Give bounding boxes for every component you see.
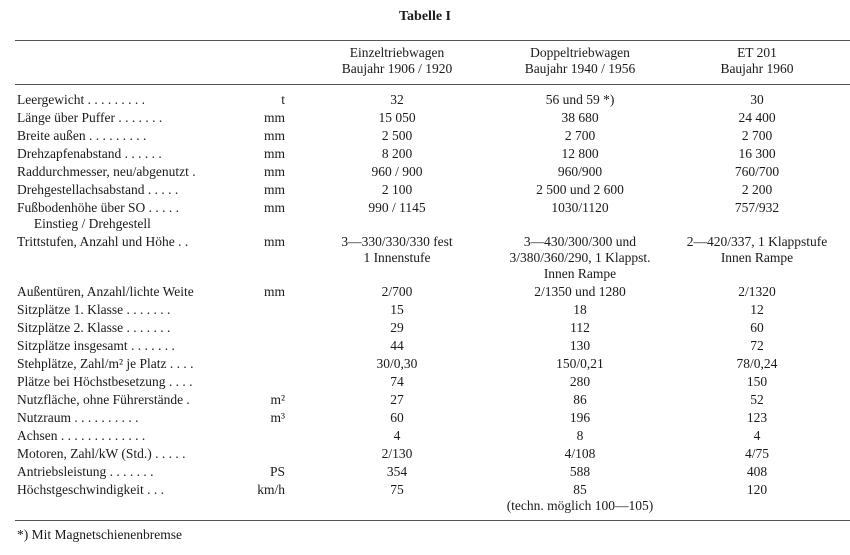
row-label-line: Stehplätze, Zahl/m² je Platz . . . .: [17, 356, 194, 371]
table-cell: [480, 92, 680, 108]
table-row: [0, 145, 850, 163]
cell-line: 72: [750, 338, 764, 353]
row-label-line: Drehgestellachsabstand . . . . .: [17, 182, 179, 197]
table-cell: [297, 428, 497, 444]
table-cell: [480, 392, 680, 408]
footnote: *) Mit Magnetschienenbremse: [17, 527, 182, 542]
table-title: Tabelle I: [399, 9, 451, 24]
row-label-line: Einstieg / Drehgestell: [17, 216, 151, 231]
row-unit: mm: [263, 110, 285, 125]
table-cell: [480, 482, 680, 514]
table-cell: [657, 482, 850, 498]
table-cell: [480, 302, 680, 318]
header-rule: [15, 84, 850, 85]
cell-line: 2 700: [564, 128, 596, 143]
row-unit: t: [281, 92, 285, 107]
table-cell: [297, 410, 497, 426]
cell-line: 12 800: [561, 146, 599, 161]
table-cell: [297, 110, 497, 126]
cell-line: (techn. möglich 100—105): [506, 498, 654, 513]
table-cell: [297, 284, 497, 300]
table-row: [0, 301, 850, 319]
cell-line: 2 700: [741, 128, 773, 143]
cell-line: 12: [750, 302, 764, 317]
cell-line: 16 300: [738, 146, 776, 161]
table-cell: [657, 164, 850, 180]
cell-line: 56 und 59 *): [545, 92, 615, 107]
cell-line: 8: [576, 428, 584, 443]
cell-line: 29: [390, 320, 404, 335]
table-cell: [480, 410, 680, 426]
table-body: [0, 91, 850, 515]
table-cell: [297, 374, 497, 390]
row-unit: mm: [263, 146, 285, 161]
row-unit: km/h: [257, 482, 285, 497]
table-cell: [480, 146, 680, 162]
cell-line: 27: [390, 392, 404, 407]
table-cell: [297, 392, 497, 408]
table-row: [0, 445, 850, 463]
cell-line: 15 050: [378, 110, 416, 125]
column-header-line: ET 201: [737, 45, 777, 60]
row-label-line: Länge über Puffer . . . . . . .: [17, 110, 163, 125]
table-cell: [480, 428, 680, 444]
table-cell: [657, 92, 850, 108]
cell-line: 52: [750, 392, 764, 407]
table-row: [0, 355, 850, 373]
row-label-line: Höchstgeschwindigkeit . . .: [17, 482, 164, 497]
cell-line: 3—330/330/330 fest: [341, 234, 453, 249]
cell-line: 44: [390, 338, 404, 353]
table-cell: [297, 164, 497, 180]
table-cell: [297, 200, 497, 216]
row-unit: mm: [263, 284, 285, 299]
cell-line: 30: [750, 92, 764, 107]
row-unit: m³: [270, 410, 285, 425]
table-cell: [657, 200, 850, 216]
cell-line: 2 200: [741, 182, 773, 197]
table-cell: [480, 338, 680, 354]
cell-line: 60: [750, 320, 764, 335]
cell-line: 75: [390, 482, 404, 497]
table-cell: [657, 320, 850, 336]
row-unit: mm: [263, 164, 285, 179]
table-cell: [297, 234, 497, 266]
table-cell: [480, 128, 680, 144]
table-cell: [297, 128, 497, 144]
row-label-line: Fußbodenhöhe über SO . . . . .: [17, 200, 179, 215]
table-cell: [657, 128, 850, 144]
row-unit: mm: [263, 200, 285, 215]
cell-line: 3—430/300/300 und: [523, 234, 637, 249]
table-cell: [657, 110, 850, 126]
row-label-line: Plätze bei Höchstbesetzung . . . .: [17, 374, 193, 389]
table-cell: [657, 182, 850, 198]
table-row: [0, 163, 850, 181]
cell-line: 120: [746, 482, 768, 497]
table-row: [0, 283, 850, 301]
cell-line: 4: [393, 428, 401, 443]
row-label-line: Breite außen . . . . . . . . .: [17, 128, 147, 143]
cell-line: 1 Innenstufe: [363, 250, 431, 265]
row-label: [17, 446, 267, 462]
cell-line: 30/0,30: [376, 356, 418, 371]
row-label: [17, 320, 267, 336]
cell-line: 4: [753, 428, 761, 443]
cell-line: 15: [390, 302, 404, 317]
row-label-line: Sitzplätze 1. Klasse . . . . . . .: [17, 302, 171, 317]
row-label-line: Motoren, Zahl/kW (Std.) . . . . .: [17, 446, 186, 461]
table-cell: [297, 146, 497, 162]
cell-line: 4/108: [564, 446, 596, 461]
cell-line: 2/130: [381, 446, 413, 461]
row-label: [17, 428, 267, 444]
cell-line: 2—420/337, 1 Klappstufe: [686, 234, 828, 249]
table-cell: [297, 302, 497, 318]
table-cell: [297, 182, 497, 198]
cell-line: 4/75: [744, 446, 769, 461]
table-row: [0, 127, 850, 145]
row-label: [17, 374, 267, 390]
cell-line: 38 680: [561, 110, 599, 125]
table-row: [0, 233, 850, 283]
column-header-line: Baujahr 1940 / 1956: [524, 61, 636, 76]
column-header-einzeltriebwagen: [297, 45, 497, 77]
column-header-line: Baujahr 1960: [720, 61, 794, 76]
cell-line: 588: [569, 464, 591, 479]
table-cell: [657, 284, 850, 300]
table-cell: [657, 146, 850, 162]
column-header-line: Einzeltriebwagen: [349, 45, 445, 60]
table-row: [0, 319, 850, 337]
table-row: [0, 181, 850, 199]
cell-line: 280: [569, 374, 591, 389]
table-cell: [297, 92, 497, 108]
table-cell: [657, 338, 850, 354]
table-row: [0, 199, 850, 233]
table-cell: [657, 392, 850, 408]
row-label-line: Trittstufen, Anzahl und Höhe . .: [17, 234, 189, 249]
row-label-line: Außentüren, Anzahl/lichte Weite: [17, 284, 194, 299]
cell-line: 760/700: [734, 164, 780, 179]
cell-line: 3/380/360/290, 1 Klappst.: [509, 250, 651, 265]
row-unit: mm: [263, 182, 285, 197]
bottom-rule: [15, 520, 850, 521]
cell-line: 757/932: [734, 200, 780, 215]
cell-line: 2/1320: [738, 284, 776, 299]
row-unit: mm: [263, 234, 285, 249]
row-label-line: Leergewicht . . . . . . . . .: [17, 92, 145, 107]
table-cell: [480, 284, 680, 300]
table-row: [0, 373, 850, 391]
table-cell: [297, 446, 497, 462]
cell-line: 2 100: [381, 182, 413, 197]
row-label-line: Sitzplätze insgesamt . . . . . . .: [17, 338, 175, 353]
table-cell: [480, 200, 680, 216]
cell-line: 1030/1120: [551, 200, 609, 215]
table-cell: [657, 374, 850, 390]
table-cell: [297, 338, 497, 354]
cell-line: 18: [573, 302, 587, 317]
cell-line: 408: [746, 464, 768, 479]
row-label-line: Achsen . . . . . . . . . . . . .: [17, 428, 146, 443]
cell-line: 150: [746, 374, 768, 389]
cell-line: 2/1350 und 1280: [534, 284, 626, 299]
table-cell: [297, 464, 497, 480]
table-row: [0, 91, 850, 109]
row-label: [17, 356, 267, 372]
table-row: [0, 391, 850, 409]
cell-line: 960/900: [557, 164, 603, 179]
row-label-line: Drehzapfenabstand . . . . . .: [17, 146, 162, 161]
cell-line: 130: [569, 338, 591, 353]
table-row: [0, 409, 850, 427]
row-label-line: Sitzplätze 2. Klasse . . . . . . .: [17, 320, 171, 335]
table-cell: [297, 320, 497, 336]
table-row: [0, 109, 850, 127]
row-unit: PS: [269, 464, 285, 479]
row-unit: m²: [270, 392, 285, 407]
table-cell: [480, 182, 680, 198]
table-row: [0, 481, 850, 515]
table-cell: [297, 356, 497, 372]
cell-line: 990 / 1145: [368, 200, 426, 215]
cell-line: 2 500: [381, 128, 413, 143]
table-cell: [657, 356, 850, 372]
table-cell: [480, 164, 680, 180]
cell-line: 2/700: [381, 284, 413, 299]
cell-line: 960 / 900: [371, 164, 423, 179]
cell-line: 60: [390, 410, 404, 425]
table-cell: [657, 446, 850, 462]
cell-line: 112: [570, 320, 590, 335]
cell-line: 8 200: [381, 146, 413, 161]
column-header-line: Baujahr 1906 / 1920: [341, 61, 453, 76]
table-cell: [480, 320, 680, 336]
table-row: [0, 427, 850, 445]
table-cell: [480, 110, 680, 126]
cell-line: 86: [573, 392, 587, 407]
cell-line: 32: [390, 92, 404, 107]
cell-line: 2 500 und 2 600: [536, 182, 624, 197]
table-cell: [480, 356, 680, 372]
table-row: [0, 463, 850, 481]
cell-line: 123: [746, 410, 768, 425]
table-cell: [480, 446, 680, 462]
cell-line: 78/0,24: [736, 356, 778, 371]
cell-line: Innen Rampe: [543, 266, 617, 281]
table-cell: [657, 464, 850, 480]
table-row: [0, 337, 850, 355]
table-cell: [657, 428, 850, 444]
row-label-line: Nutzraum . . . . . . . . . .: [17, 410, 139, 425]
column-header-line: Doppeltriebwagen: [530, 45, 630, 60]
cell-line: 85: [573, 482, 587, 497]
table-cell: [657, 410, 850, 426]
table-cell: [297, 482, 497, 498]
row-label: [17, 338, 267, 354]
column-header-doppeltriebwagen: [480, 45, 680, 77]
row-label-line: Nutzfläche, ohne Führerstände .: [17, 392, 190, 407]
column-header-et201: [657, 45, 850, 77]
table-cell: [657, 302, 850, 318]
cell-line: 196: [569, 410, 591, 425]
cell-line: 24 400: [738, 110, 776, 125]
row-label: [17, 302, 267, 318]
cell-line: 354: [386, 464, 408, 479]
row-unit: mm: [263, 128, 285, 143]
cell-line: 74: [390, 374, 404, 389]
top-rule: [15, 40, 850, 41]
table-cell: [657, 234, 850, 266]
table-cell: [480, 374, 680, 390]
row-label-line: Antriebsleistung . . . . . . .: [17, 464, 154, 479]
cell-line: Innen Rampe: [720, 250, 794, 265]
table-cell: [480, 234, 680, 282]
row-label-line: Raddurchmesser, neu/abgenutzt .: [17, 164, 196, 179]
cell-line: 150/0,21: [556, 356, 604, 371]
table-cell: [480, 464, 680, 480]
